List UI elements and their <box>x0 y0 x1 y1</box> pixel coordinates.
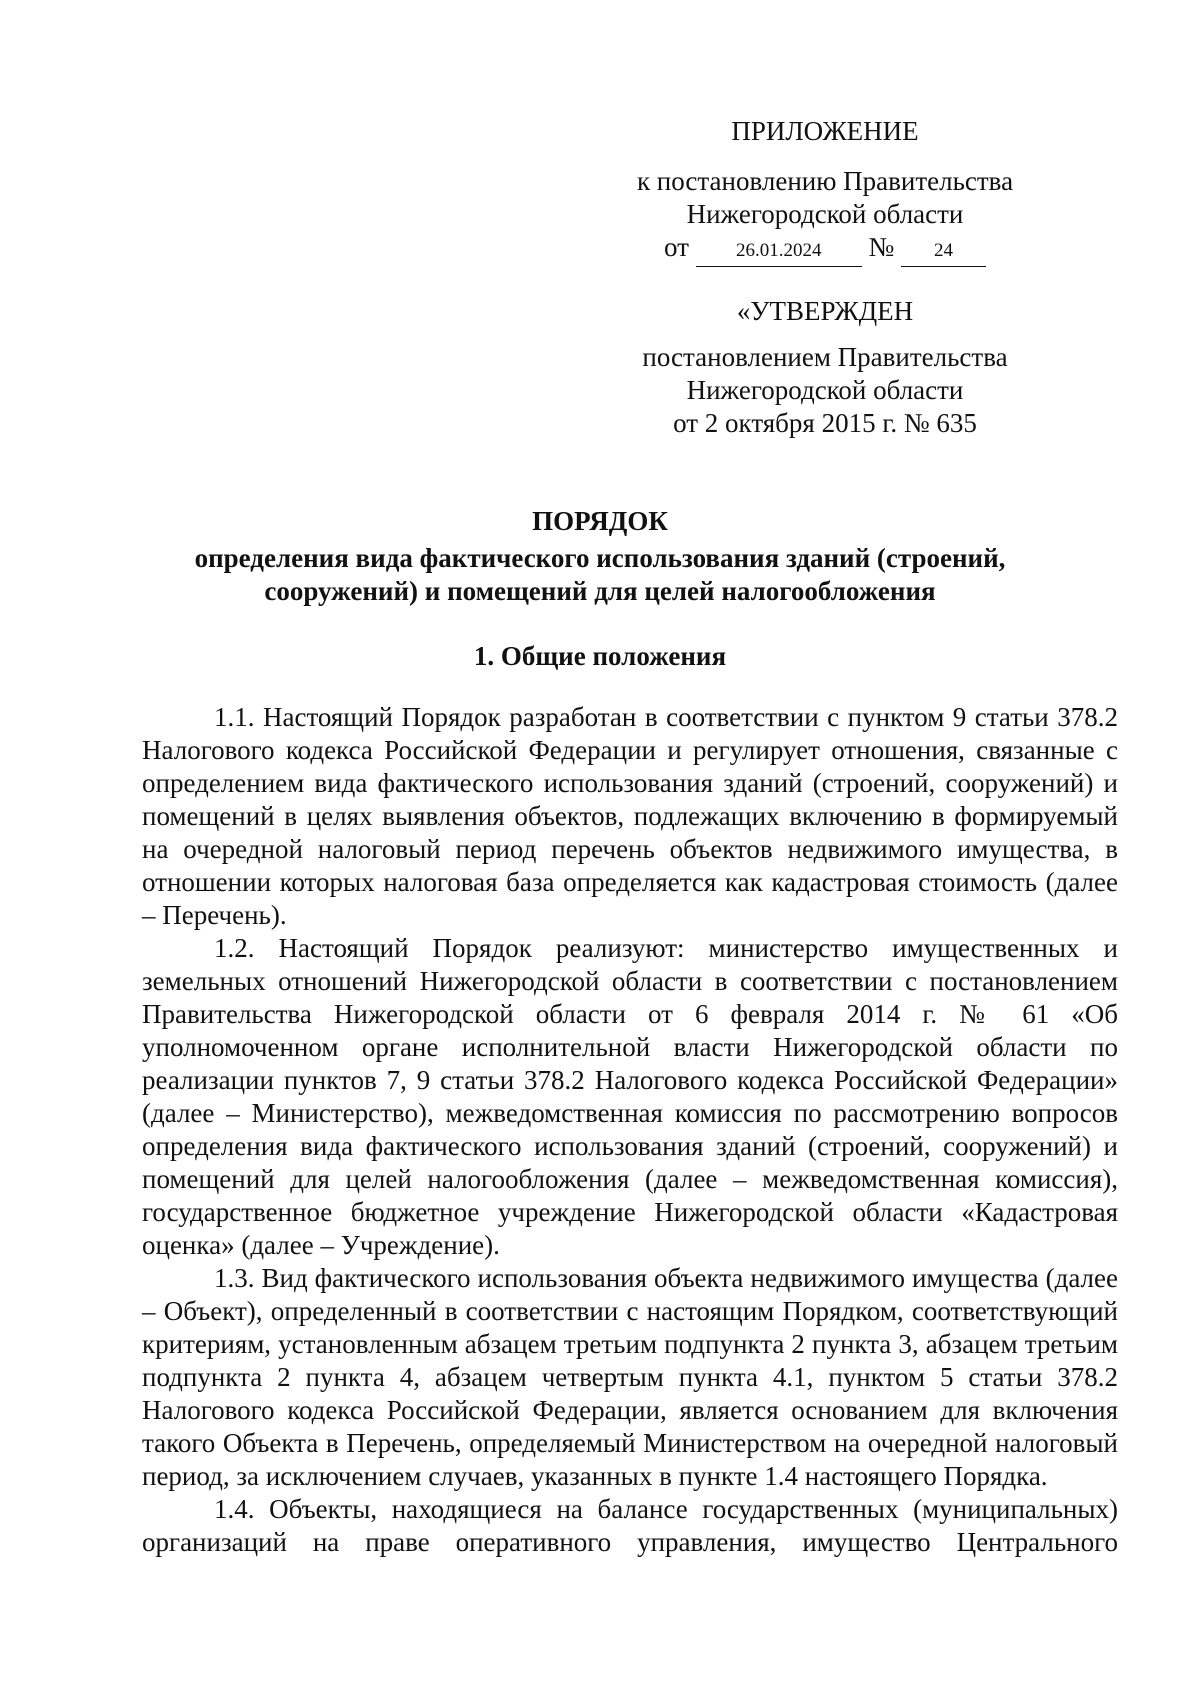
section-heading: 1. Общие положения <box>473 641 727 671</box>
appendix-line-1: к постановлению Правительства <box>636 166 1014 196</box>
from-label: от <box>664 232 689 262</box>
document-body <box>142 701 1118 1559</box>
subtitle-line-1: определения вида фактического использования зданий (строений, <box>194 543 1006 573</box>
approval-title: «УТВЕРЖДЕН <box>736 296 914 326</box>
appendix-reference <box>600 165 1050 231</box>
approval-reference <box>600 341 1050 440</box>
approval-line-2: Нижегородской области <box>686 375 964 405</box>
document-title: ПОРЯДОК <box>532 506 668 536</box>
appendix-title: ПРИЛОЖЕНИЕ <box>731 116 919 146</box>
paragraph-1-2: 1.2. Настоящий Порядок реализуют: министерство имущественных и земельных отношений Нижегородской области в соответствии с постановлением Правительства Нижегородской области от 6 февраля 2014 г. № 61 «Об уполномоченном органе исполнительной власти Нижегородской области по реализации пунктов 7, 9 статьи 378.2 Налогового кодекса Российской Федерации» (далее – Министерство), межведомственная комиссия по рассмотрению вопросов определения вида фактического использования зданий (строений, сооружений) и помещений для целей налогообложения (далее – межведомственная комиссия), государственное бюджетное учреждение Нижегородской области «Кадастровая оценка» (далее – Учреждение). <box>142 933 1118 1260</box>
paragraph-1-3: 1.3. Вид фактического использования объекта недвижимого имущества (далее – Объект), определенный в соответствии с настоящим Порядком, соответствующий критериям, установленным абзацем третьим подпункта 2 пункта 3, абзацем третьим подпункта 2 пункта 4, абзацем четвертым пункта 4.1, пунктом 5 статьи 378.2 Налогового кодекса Российской Федерации, является основанием для включения такого Объекта в Перечень, определяемый Министерством на очередной налоговый период, за исключением случаев, указанных в пункте 1.4 настоящего Порядка. <box>142 1263 1118 1491</box>
appendix-date-number-line <box>664 232 986 267</box>
paragraph-1-4: 1.4. Объекты, находящиеся на балансе государственных (муниципальных) организаций на праве оперативного управления, имущество Центрального <box>142 1494 1118 1557</box>
document-subtitle <box>120 542 1080 608</box>
subtitle-line-2: сооружений) и помещений для целей налогообложения <box>264 576 936 606</box>
approval-line-1: постановлением Правительства <box>642 342 1008 372</box>
approval-line-3: от 2 октября 2015 г. № 635 <box>673 408 977 438</box>
number-sign: № <box>868 232 895 262</box>
appendix-line-2: Нижегородской области <box>686 199 964 229</box>
appendix-date: 26.01.2024 <box>696 236 862 267</box>
paragraph-1-1: 1.1. Настоящий Порядок разработан в соответствии с пунктом 9 статьи 378.2 Налогового кодекса Российской Федерации и регулирует отношения, связанные с определением вида фактического использования зданий (строений, сооружений) и помещений в целях выявления объектов, подлежащих включению в формируемый на очередной налоговый период перечень объектов недвижимого имущества, в отношении которых налоговая база определяется как кадастровая стоимость (далее – Перечень). <box>142 702 1118 930</box>
appendix-number: 24 <box>901 236 986 267</box>
